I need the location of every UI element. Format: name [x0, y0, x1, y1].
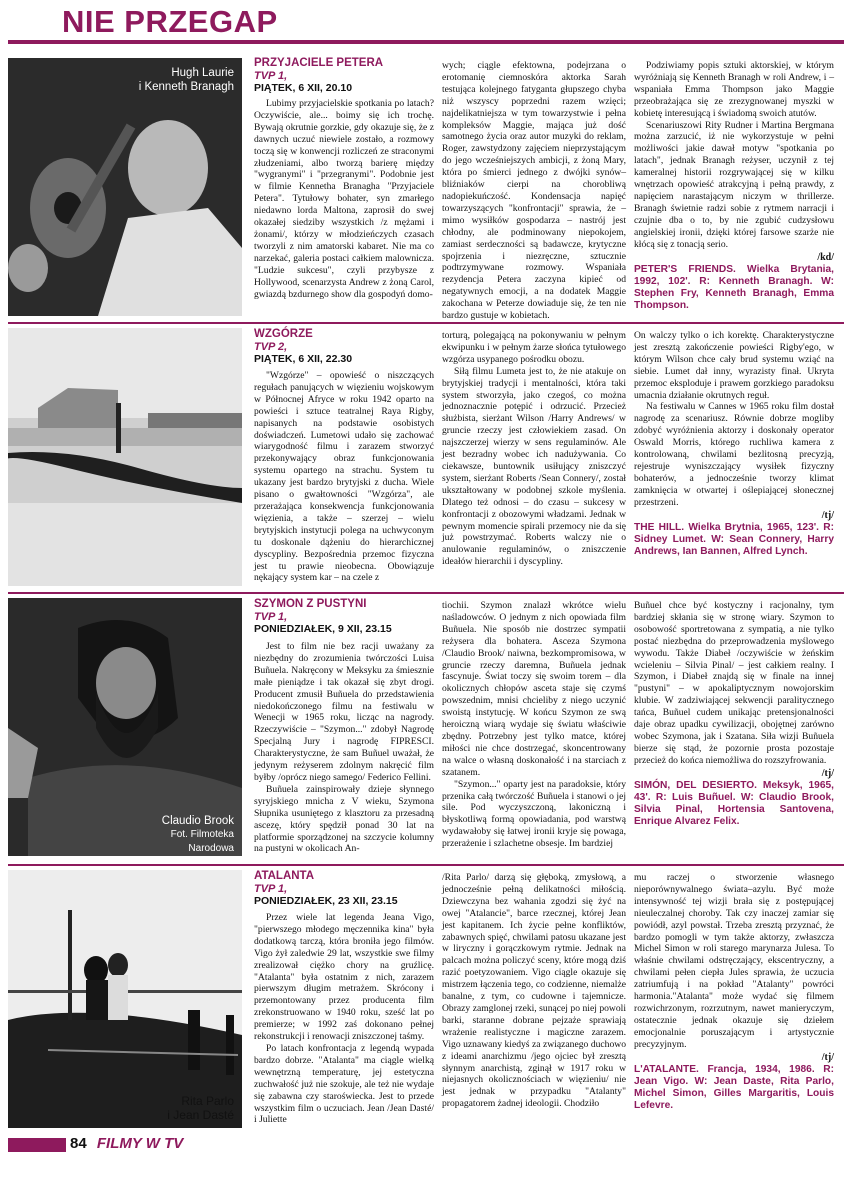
article-date: PONIEDZIAŁEK, 9 XII, 23.15	[254, 623, 392, 635]
article-channel: TVP 1,	[254, 611, 288, 623]
article-column	[634, 330, 834, 558]
paragraph: Przez wiele lat legenda Jeana Vigo, "pierwszego młodego męczennika kina" była dodatkową tarczą, która broniła jego filmów. Vigo żył zaledwie 29 lat, wszystkie swe filmy zrealizował ciężko chory na gruźlicę. "Atalanta" była ostatnim z nich, zarazem pierwszym długim metrażem. Skrócony i przemontowany przez producenta film zrekonstruowano w 1940 roku, sześć lat po premierze; w 1992 zaś dokonano pełnej rekonstrukcji i renowacji zniszczonej taśmy.	[254, 912, 434, 1043]
film-credits: SIMÓN, DEL DESIERTO. Meksyk, 1965, 43'. R: Luis Buñuel. W: Claudio Brook, Silvia Pinal, Hortensia Santovena, Enrique Alvarez Felix.	[634, 779, 834, 827]
film-credits: THE HILL. Wielka Brytnia, 1965, 123'. R: Sidney Lumet. W: Sean Connery, Harry Andrews, Ian Bannen, Alfred Lynch.	[634, 521, 834, 557]
paragraph: torturą, polegającą na pokonywaniu w pełnym ekwipunku i w pełnym żarze słońca tytułowego wzgórza usypanego pośrodku obozu.	[442, 330, 626, 365]
photo-simon-of-the-desert	[8, 598, 242, 856]
photo-caption	[162, 814, 234, 856]
caption-line: i Jean Dasté	[167, 1108, 234, 1122]
author-signature: /tj/	[821, 509, 834, 521]
author-signature: /tj/	[821, 1051, 834, 1063]
article-column	[442, 60, 626, 322]
paragraph: Scenariuszowi Rity Rudner i Martina Bergmana można zarzucić, iż nie wykorzystuje w pełni możliwości jakie dawał motyw "spotkania po latach", jednak Branagh reżyser, uczynił z tej kameralnej historii rozgrywającej się w kilku wnętrzach opowieść atrakcyjną i pełną prawdy, z napięciem narastającym niczym w thrillerze. Branagh świetnie radzi sobie z rytmem narracji i czujnie dba o to, by nie zgubić cudzysłowu angielskiej ironii, dzięki której farsowe szarże nie kłócą się z tonacją serio.	[634, 119, 834, 250]
author-signature: /kd/	[817, 251, 834, 263]
paragraph: "Szymon..." oparty jest na paradoksie, który przenika całą twórczość Buñuela i stanowi o jej sile. Pod wyczyszczoną, lakoniczną i błyskotliwą formą opowiadania, pod warstwą wydawałoby się łatwej ironii kryje się powaga, przerażenie i szlachetne obsesje. Im bardziej	[442, 778, 626, 850]
photo-caption	[139, 66, 234, 94]
caption-line: Narodowa	[188, 843, 234, 854]
article-channel: TVP 1,	[254, 883, 288, 895]
photo-peters-friends	[8, 58, 242, 316]
section-divider	[8, 592, 844, 594]
caption-line: Rita Parlo	[181, 1094, 234, 1108]
article-header-simon	[254, 598, 434, 640]
photo-the-hill	[8, 328, 242, 586]
section-divider	[8, 322, 844, 324]
article-title: ATALANTA	[254, 870, 315, 882]
page-footer	[70, 1135, 183, 1152]
article-channel: TVP 1,	[254, 70, 288, 82]
paragraph: On walczy tylko o ich korektę. Charakterystyczne jest zresztą zakończenie powieści Rigby'ego, w którym Wilson chce cały brud systemu wziąć na siebie. Lumet dał inny, wyrazisty finał. Ukryta przemoc eksploduje i prawem gorzkiego paradoksu umacnia działanie okrutnych reguł.	[634, 330, 834, 401]
footer-bar	[8, 1138, 66, 1152]
paragraph: Po latach konfrontacja z legendą wypada bardzo dobrze. "Atalanta" ma ciągle wielką wewnętrzną temperaturę, jej estetyczna zuchwałość już nie szokuje, ale też nie wydaje się zabawna czy staroświecka. Jest to przede wszystkim film o uczuciach. Jean /Jean Dasté/ i Juliette	[254, 1042, 434, 1126]
paragraph: Buñuela zainspirowały dzieje słynnego syryjskiego mnicha z V wieku, Szymona Słupnika usuniętego z klasztoru za przesadną ascezę, który spędził ponad 30 lat na platformie sporządzonej na szczycie kolumny na pustyni w okolicach An-	[254, 783, 434, 855]
article-column	[442, 872, 626, 1110]
page-header: NIE PRZEGAP	[62, 4, 278, 39]
article-column	[442, 600, 626, 850]
paragraph: mu raczej o stworzenie własnego nieporównywalnego świata–azylu. Być może intensywność tej wizji brała się z postępującej nieuleczalnej choroby. Tak czy inaczej zamiar się powiódł, azyl powstał. Trzeba zresztą przyznać, że bardzo pomogli w tym także aktorzy, zwłaszcza Michel Simon w roli starego marynarza Julesa. To właśnie chwilami odstręczający, ekscentryczny, a chwilami pełen ciepła Jules sprawia, że uczucia zatriumfują i na pokład "Atalanty" powróci harmonia."Atalanta" może wydać się filmem rozwichrzonym, rozrzutnym, nawet manieryczym, ostatecznie jednak okazuje się dziełem emocjonalnie poruszającym i artystycznie precyzyjnym.	[634, 872, 834, 1050]
paragraph: Lubimy przyjacielskie spotkania po latach? Oczywiście, ale... boimy się ich trochę. Bywają okrutnie gorzkie, gdy okazuje się, że z dawnych uczuć niewiele zostało, a rozmowy toczą się w konwencji rozliczeń ze straconymi złudzeniami, albo tworzą barierę między "wygranymi" i "przegranymi". Podobnie jest w filmie Kennetha Branagha "Przyjaciele Petera". Tytułowy bohater, syn zmarłego niedawno lorda Maltona, zaprosił do swej okazałej siedziby wszystkich /z mężami i żonami/, którzy w młodzieńczych czasach tworzyli z nim amatorski kabaret. Nie ma co narzekać, galeria postaci całkiem malownicza. "Ludzie sukcesu", czyli przybysze z Hollywood, scenarzysta Andrew z żoną Carol, gwiazdą bzdurnego show dla gospodyń domo-	[254, 98, 434, 300]
article-title: SZYMON Z PUSTYNI	[254, 598, 367, 610]
article-header-peters-friends	[254, 57, 434, 99]
caption-line: Hugh Laurie	[171, 67, 234, 79]
article-date: PIĄTEK, 6 XII, 20.10	[254, 82, 353, 94]
article-date: PIĄTEK, 6 XII, 22.30	[254, 353, 353, 365]
paragraph: Na festiwalu w Cannes w 1965 roku film dostał nagrodę za scenariusz. Równie dobrze mogliby zdobyć wyróżnienia aktorzy i doskonały operator Oswald Morris, którego ruchliwa kamera z kontrolowaną, chwilami bezlitosną precyzją, rejestruje wyniszczający wysiłek fizyczny bohaterów, a jednocześnie tworzy klimat zamknięcia w otwartej i oślepiającej słonecznej przestrzeni.	[634, 401, 834, 508]
article-column	[634, 600, 834, 828]
article-title: WZGÓRZE	[254, 328, 313, 340]
caption-line: Fot. Filmoteka	[170, 829, 234, 840]
header-rule	[8, 40, 844, 44]
article-date: PONIEDZIAŁEK, 23 XII, 23.15	[254, 895, 398, 907]
paragraph: Podziwiamy popis sztuki aktorskiej, w którym wyróżniają się Kenneth Branagh w roli Andrew, i – wspaniała Emma Thompson jako Maggie przeobrażająca się ze zrezygnowanej myszki w kobietę interesującą i świadomą swoich atutów.	[634, 60, 834, 119]
paragraph: Siłą filmu Lumeta jest to, że nie atakuje on brytyjskiej tradycji i mentalności, która taki system stworzyła, jako czegoś, co można jednoznacznie potępić i odrzucić. Przecież służbista, sierżant Wilson /Harry Andrews/ w gruncie rzeczy jest człowiekiem zasad. On najszczerzej wierzy w sens regulaminów. Ale jest bezradny wobec ich nadużywania. Co ciekawsze, buntownik usiłujący zniszczyć system, sierżant Roberts /Sean Connery/, został ukształtowany w podobnej szkole myślenia. Dlatego też odnosi – do czasu – sukcesy w konfrontacji z obozowymi władzami. Jednak w pewnym momencie spirali przemocy nie da się już powstrzymać. Roberts walczy nie o anulowanie regulaminów, o zniszczenie ideałów hierarchii i dyscypliny.	[442, 365, 626, 568]
section-divider	[8, 864, 844, 866]
article-header-atalante	[254, 870, 434, 912]
paragraph: Jest to film nie bez racji uważany za niezbędny do zrozumienia twórczości Luisa Buñuela. Nakręcony w Meksyku za śmiesznie małe pieniądze i tak okazał się zbyt drogi. Producent zmusił Buñuela do przedstawienia niedokończonego filmu na festiwalu w Wenecji w 1965 roku, licząc na nagrody. Rzeczywiście – "Szymon..." zdobył Nagrodę Specjalną Jury i nagrodę FIPRESCI. Charakterystyczne, że sam Buñuel uważał, że jedynym reżyserem zdolnym nakręcić film byłby /oprócz niego samego/ Federico Fellini.	[254, 641, 434, 783]
article-title: PRZYJACIELE PETERA	[254, 57, 384, 69]
article-column	[634, 872, 834, 1112]
magazine-name: FILMY W TV	[96, 1135, 184, 1152]
paragraph: tiochii. Szymon znalazł wkrótce wielu naśladowców. O jednym z nich opowiada film Buñuela. Nie sposób nie dostrzec sympatii reżysera dla bohatera. Asceza Szymona /Claudio Brook/ naiwna, bezkompromisowa, w gruncie rzeczy daremna, Buñuela jednak fascynuje. Świat toczy się swoim torem – dla okolicznych chłopów asceta staje się czymś powszednim, mnisi chcieliby z niego uczynić swoistą instytucję. W końcu Szymon ze swą heroiczną wiarą wydaje się światu właściwie zbędny. Potrzebny jest tylko matce, której miłości nie chce dostrzegać, skoncentrowany na walce o własną doskonałość i na starciach z szatanem.	[442, 600, 626, 778]
caption-line: Claudio Brook	[161, 815, 234, 827]
caption-line: i Kenneth Branagh	[138, 81, 234, 93]
paragraph: /Rita Parlo/ darzą się głęboką, zmysłową, a jednocześnie pełną delikatności miłością. Dziewczyna bez wahania zgodzi się żyć na owej "Atalancie", barce rzecznej, której Jean jest kapitanem. Ich życie pełne konfliktów, zabawnych spięć, chwilami patosu ukazane jest w liryczny i gorączkowym rytmie. Jednak na palcach można policzyć sceny, które mogą dziś razić poetyzowaniem. Vigo ciągle okazuje się mistrzem łączenia tego, co codzienne, niemalże banalne, z tym, co cudowne i tajemnicze. Obrazy zamglonej rzeki, sunącej po niej powoli barki, staranne dobrane pejzaże sprawiają wrażenie realistyczne i magiczne zarazem. Vigo uznawany kiedyś za związanego duchowo z ideami anarchizmu /jego ojciec był zresztą słynnym anarchistą, zginął w 1917 roku w niejasnych okolicznościach w więzieniu/ nie jest jednak w przypadku "Atalanty" propagatorem żadnej ideologii. Chodziło	[442, 872, 626, 1110]
author-signature: /tj/	[821, 767, 834, 779]
article-column	[634, 60, 834, 312]
article-column	[254, 641, 434, 855]
article-column	[254, 370, 434, 584]
paragraph: "Wzgórze" – opowieść o niszczących regułach panujących w więzieniu wojskowym w Północnej Afryce w roku 1942 oparto na powieści i sztuce teatralnej Raya Rigby, napisanych na podstawie osobistych doświadczeń. Lumetowi udało się zachować wiarygodność filmu i zarazem stworzyć przekonywający obraz funkcjonowania systemu opartego na strachu. System tu ukazany jest bardzo brytyjski z ducha. Wiele pisano o gwałtowności "Wzgórza", ale przerażająca konsekwencja funkcjonowania więzienia, a także – szerzej – wielu brytyjskich instytucji polega na uchwyconym tu doskonale dążeniu do hierarchicznej dyscypliny. Bezpośrednia przemoc fizyczna jest tu prawie nieobecna. Obowiązuje nękający system kar – na czele z	[254, 370, 434, 584]
article-column	[254, 98, 434, 300]
paragraph: Buñuel chce być kostyczny i racjonalny, tym bardziej skłania się w stronę wiary. Szymon to osobowość sportretowana z sympatią, a nie tylko postać niezbędna do przeprowadzenia myślowego wywodu. Także Diabeł /oczywiście w żeńskim wcieleniu – Silvia Pinal/ – jest całkiem realny. I Szymon, i Diabeł znajdą się w finale na innej "pustyni" – w apokaliptycznym nowojorskim klubie. W zadziwiającej sekwencji paralitycznego tańca, Buñuel cudem unikając pretensjonalności daje obraz upadku cywilizacji, obojętnej zarówno wobec Szymona, jak i Szatana. Siła wizji Buñuela bierze się stąd, że pozornie prosta pozostaje przecież do końca niemożliwa do rozszyfrowania.	[634, 600, 834, 766]
article-header-the-hill	[254, 328, 434, 370]
film-credits: PETER'S FRIENDS. Wielka Brytania, 1992, 102'. R: Kenneth Branagh. W: Stephen Fry, Kenneth Branagh, Emma Thompson.	[634, 263, 834, 311]
photo-atalante	[8, 870, 242, 1128]
film-credits: L'ATALANTE. Francja, 1934, 1986. R: Jean Vigo. W: Jean Daste, Rita Parlo, Michel Simon, Gilles Margaritis, Louis Lefevre.	[634, 1063, 834, 1111]
article-column	[442, 330, 626, 568]
article-channel: TVP 2,	[254, 341, 288, 353]
paragraph: wych; ciągle efektowna, podejrzana o erotomanię ciemnoskóra aktorka Sarah testująca kolejnego fatyganta głupszego chyba niż wszyscy poprzedni razem wzięci; najdelikatniejsza w tym towarzystwie i pełna kompleksów Maggie, mająca już dość samotnego życia oraz autor muzyki do reklam, Roger, zawstydzony zajęciem nieprzystającym do jego wcześniejszych ambicji, z żoną Mary, która po śmierci jednego z dwójki synów–bliźniaków cierpi na chorobliwą nadopiekuńczość. Kondensacja napięć towarzyszących "konfrontacji" sprawia, że – mimo wysiłków gospodarza – nastrój jest chłodny, ale podminowany niepokojem, zamiast serdeczności są badawcze, krytyczne spojrzenia i niezręczne, sztucznie podtrzymywane rozmowy. Wspaniała rezydencja Petera zaczyna kipieć od negatywnych emocji, a na dodatek Maggie zakochana w Peterze dowiaduje się, że ten nie bardzo gustuje w kobietach.	[442, 60, 626, 322]
article-column	[254, 912, 434, 1126]
photo-caption	[167, 1094, 234, 1122]
page-number: 84	[70, 1135, 87, 1152]
